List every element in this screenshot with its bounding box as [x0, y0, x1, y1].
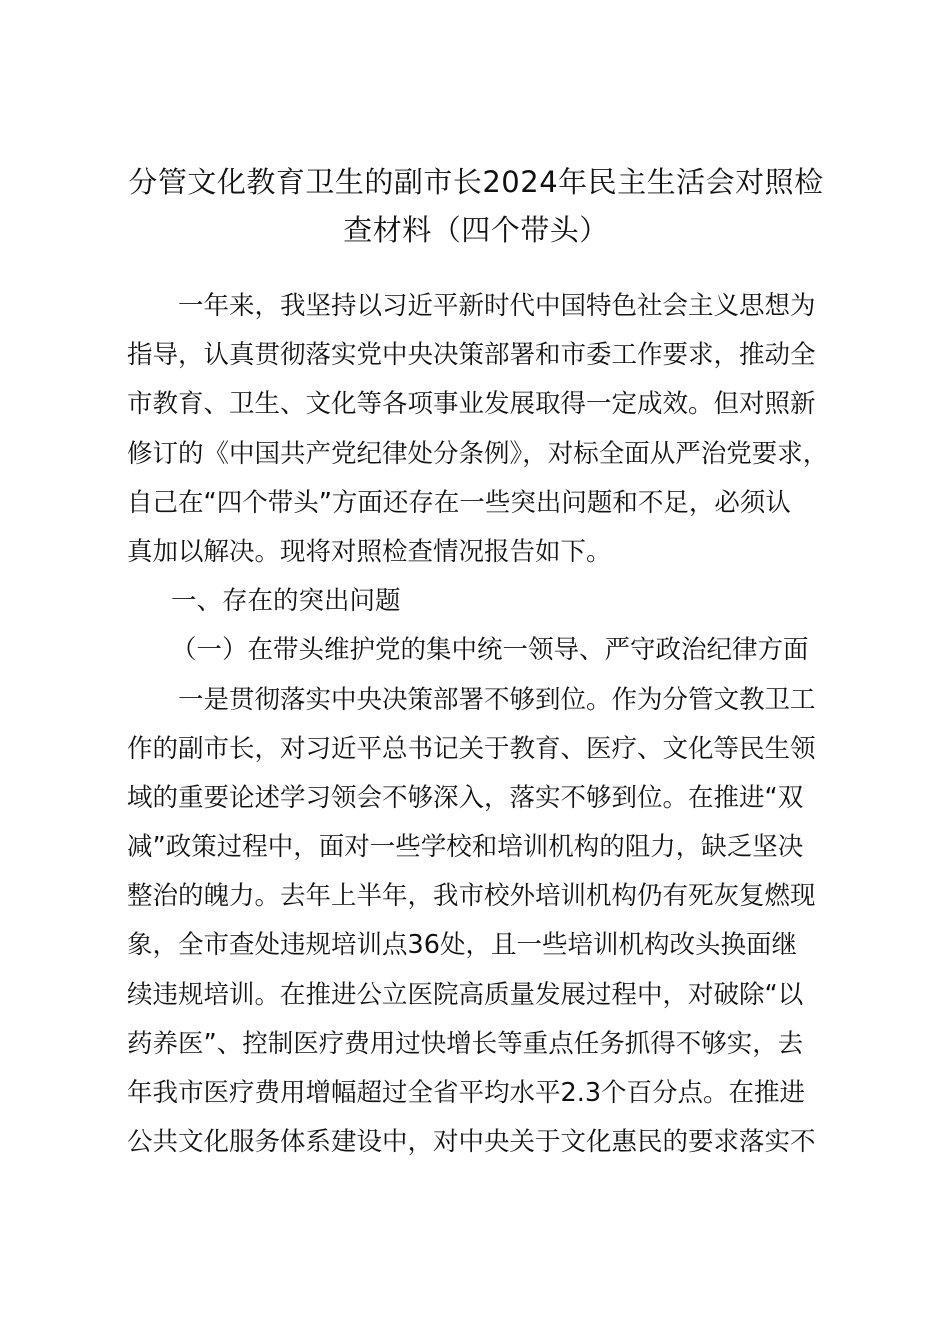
text-line: 自己在“四个带头”方面还存在一些突出问题和不足，必须认: [127, 487, 791, 518]
point-paragraph: [127, 676, 862, 1168]
text-line: 象，全市查处违规培训点36处，且一些培训机构改头换面继: [127, 930, 797, 961]
title-line-1: 分管文化教育卫生的副市长2024年民主生活会对照检: [128, 165, 824, 199]
text-line: 减”政策过程中，面对一些学校和培训机构的阻力，缺乏坚决: [127, 832, 804, 863]
subsection-heading-text: （一）在带头维护党的集中统一领导、严守政治纪律方面: [171, 635, 809, 666]
document-title: [120, 158, 832, 254]
title-line-2: 查材料（四个带头）: [343, 213, 609, 247]
text-line: 一年来，我坚持以习近平新时代中国特色社会主义思想为: [178, 291, 816, 321]
text-line: 续违规培训。在推进公立医院高质量发展过程中，对破除“以: [127, 979, 804, 1010]
subsection-heading: [127, 626, 862, 675]
text-line: 指导，认真贯彻落实党中央决策部署和市委工作要求，推动全: [127, 340, 816, 371]
text-line: 整治的魄力。去年上半年，我市校外培训机构仍有死灰复燃现: [127, 881, 816, 912]
text-line: 市教育、卫生、文化等各项事业发展取得一定成效。但对照新: [127, 389, 816, 420]
text-line: 一是贯彻落实中央决策部署不够到位。作为分管文教卫工: [178, 684, 816, 715]
text-line: 域的重要论述学习领会不够深入，落实不够到位。在推进“双: [127, 782, 804, 813]
document-body: [127, 282, 862, 1167]
text-line: 药养医”、控制医疗费用过快增长等重点任务抓得不够实，去: [127, 1028, 804, 1059]
text-line: 修订的《中国共产党纪律处分条例》，对标全面从严治党要求，: [127, 438, 829, 469]
text-line: 公共文化服务体系建设中，对中央关于文化惠民的要求落实不: [127, 1127, 816, 1158]
text-line: 年我市医疗费用增幅超过全省平均水平2.3个百分点。在推进: [127, 1078, 806, 1108]
section-heading: [127, 577, 862, 626]
text-line: 真加以解决。现将对照检查情况报告如下。: [127, 536, 612, 567]
intro-paragraph: [127, 282, 862, 577]
section-heading-text: 一、存在的突出问题: [171, 586, 401, 617]
text-line: 作的副市长，对习近平总书记关于教育、医疗、文化等民生领: [127, 733, 816, 764]
